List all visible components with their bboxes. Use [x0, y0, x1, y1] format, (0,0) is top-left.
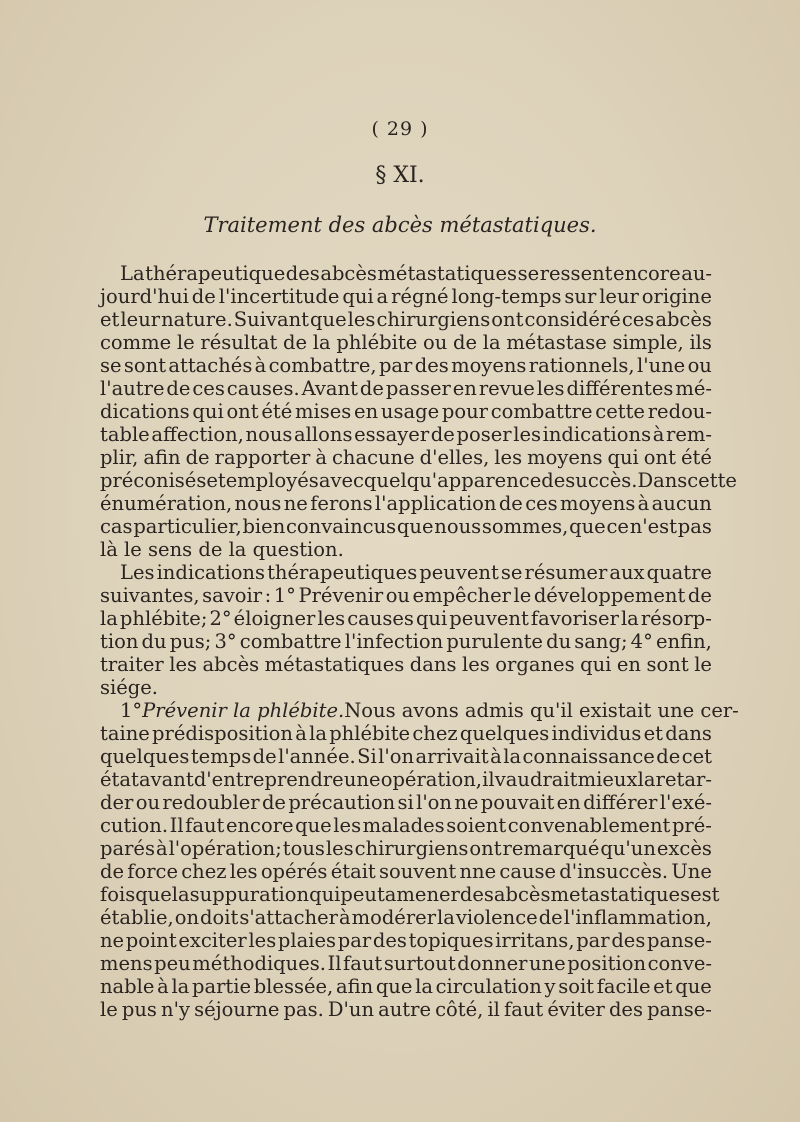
page-number: ( 29 )	[371, 118, 429, 140]
text-line-lead	[100, 699, 739, 722]
text-line: dications qui ont été mises en usage pour combattre cette redou-	[100, 400, 712, 423]
section-mark: § XI.	[375, 163, 425, 188]
text-line: parés à l'opération; tous les chirurgiens ont remarqué qu'un excès	[100, 837, 712, 860]
text-line: mens peu méthodiques. Il faut surtout donner une position conve-	[100, 952, 712, 975]
text-line: la phlébite; 2° éloigner les causes qui peuvent favoriser la résorp-	[100, 607, 712, 630]
text-line: l'autre de ces causes. Avant de passer en revue les différentes mé-	[100, 377, 712, 400]
subheading-italic: Prévenir la phlébite.	[142, 699, 345, 722]
text-line: préconisés et employés avec quelqu'apparence de succès. Dans cette	[100, 469, 737, 492]
text-line: table affection, nous allons essayer de poser les indications à rem-	[100, 423, 712, 446]
paragraph-3	[100, 699, 739, 1021]
text-line: nable à la partie blessée, afin que la circulation y soit facile et que	[100, 975, 712, 998]
text-line: là le sens de la question.	[100, 538, 344, 561]
text-line: se sont attachés à combattre, par des moyens rationnels, l'une ou	[100, 354, 712, 377]
paragraph-2	[100, 561, 712, 699]
text-line: comme le résultat de la phlébite ou de la métastase simple, ils	[100, 331, 712, 354]
text-line: cas particulier, bien convaincus que nous sommes, que ce n'est pas	[100, 515, 712, 538]
text-line: Les indications thérapeutiques peuvent se résumer aux quatre	[120, 561, 712, 584]
text-line: jourd'hui de l'incertitude qui a régné long-temps sur leur origine	[100, 285, 712, 308]
text-line: établie, on doit s'attacher à modérer la violence de l'inflammation,	[100, 906, 712, 929]
text-line: cution. Il faut encore que les malades soient convenablement pré-	[100, 814, 712, 837]
text-line: siége.	[100, 676, 159, 699]
text-line: le pus n'y séjourne pas. D'un autre côté, il faut éviter des panse-	[100, 998, 712, 1021]
text-line: der ou redoubler de précaution si l'on ne pouvait en différer l'exé-	[100, 791, 712, 814]
text-line: tion du pus; 3° combattre l'infection purulente du sang; 4° enfin,	[100, 630, 712, 653]
body-text	[100, 262, 739, 1021]
enumeration-number: 1°	[120, 699, 143, 722]
text-line: de force chez les opérés était souvent nne cause d'insuccès. Une	[100, 860, 712, 883]
paragraph-1	[100, 262, 737, 561]
text-line: La thérapeutique des abcès métastatiques se ressent encore au-	[120, 262, 712, 285]
text-line: suivantes, savoir : 1° Prévenir ou empêcher le développement de	[100, 584, 712, 607]
text-line: traiter les abcès métastatiques dans les organes qui en sont le	[100, 653, 712, 676]
lead-text: Nous avons admis qu'il existait une cer-	[344, 699, 739, 722]
text-line: taine prédisposition à la phlébite chez quelques individus et dans	[100, 722, 712, 745]
text-line: énumération, nous ne ferons l'application de ces moyens à aucun	[100, 492, 712, 515]
text-line: état avant d'entreprendre une opération, il vaudrait mieux la retar-	[100, 768, 712, 791]
text-line: et leur nature. Suivant que les chirurgiens ont considéré ces abcès	[100, 308, 712, 331]
text-line: fois que la suppuration qui peut amener des abcès metastatiques est	[100, 883, 720, 906]
text-line: ne point exciter les plaies par des topiques irritans, par des panse-	[100, 929, 712, 952]
text-line: quelques temps de l'année. Si l'on arrivait à la connaissance de cet	[100, 745, 712, 768]
text-line: plir, afin de rapporter à chacune d'elles, les moyens qui ont été	[100, 446, 712, 469]
section-title: Traitement des abcès métastatiques.	[203, 213, 597, 237]
